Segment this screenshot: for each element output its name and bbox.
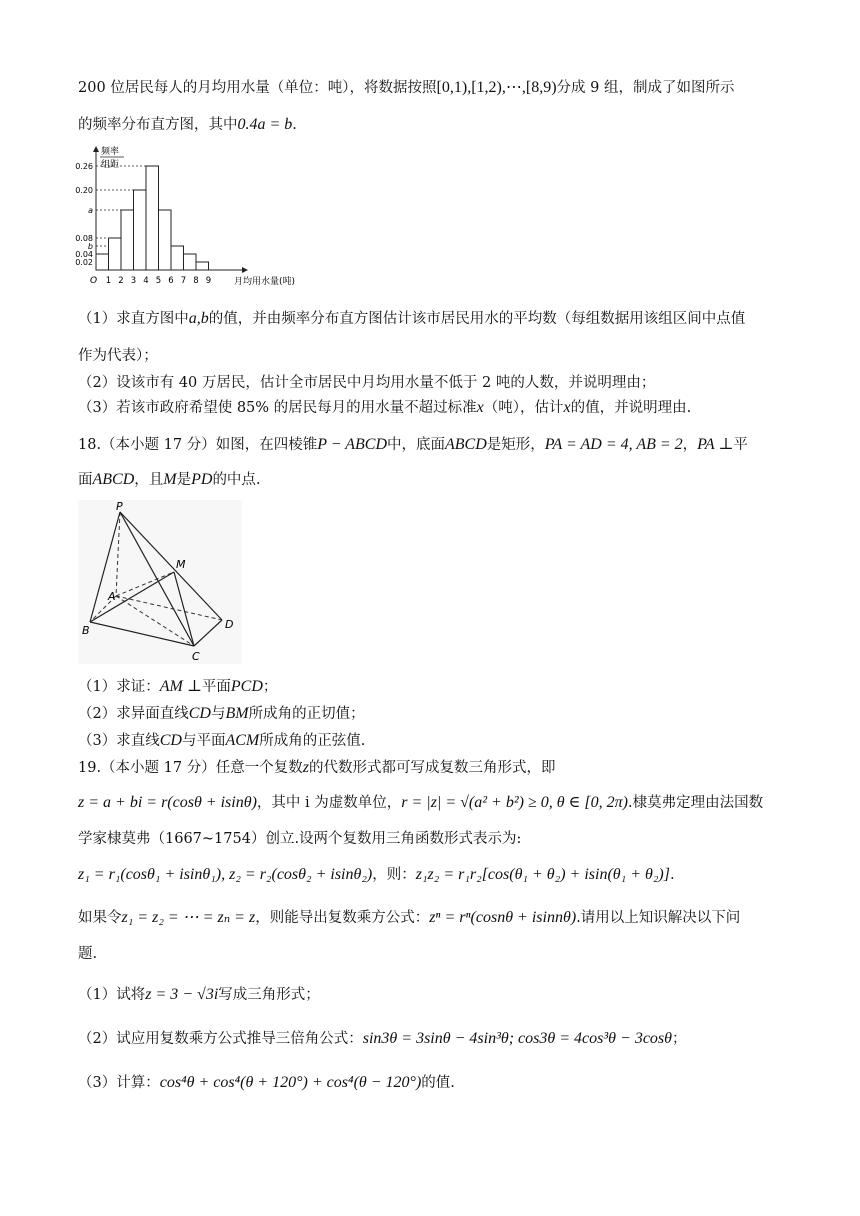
vertex-D-label: D (225, 618, 234, 631)
q19-line3 (78, 829, 521, 849)
histogram-bar (184, 254, 197, 270)
intro-line-2 (78, 115, 297, 135)
q19-line2 (78, 793, 763, 813)
q17-part1-line1 (78, 309, 745, 329)
q19-math: r = |z| = √(a² + b²) ≥ 0, θ ∈ [0, 2π) (401, 794, 628, 811)
y-tick-label: 0.02 (75, 258, 93, 267)
q19-text: 19.（本小题 17 分）任意一个复数 (78, 760, 303, 776)
q18-text: 与 (210, 706, 226, 722)
q19-text: 学家棣莫弗（1667~1754）创立.设两个复数用三角函数形式表示为: (78, 831, 522, 847)
relation-math: 0.4a = b (237, 116, 293, 133)
q18-text: 平面 (201, 679, 231, 695)
q19-part1 (78, 985, 320, 1005)
vertex-M-label: M (176, 558, 186, 571)
histogram-bar (146, 166, 159, 270)
figure-background (78, 500, 242, 664)
q19-line5 (78, 908, 740, 928)
vertex-A-label: A (108, 590, 116, 603)
q18-text: （2）求异面直线 (78, 706, 189, 722)
y-tick-label: 0.08 (75, 234, 93, 243)
y-tick-label: b (87, 242, 93, 251)
vertex-P-label: P (116, 500, 123, 513)
q17-text: （2）设该市有 40 万居民，估计全市居民中月均用水量不低于 2 吨的人数，并说明理由； (78, 375, 656, 391)
frequency-histogram (74, 142, 296, 290)
q17-text: （吨），估计 (483, 400, 564, 416)
q19-text: ； (672, 1031, 687, 1047)
q17-text: （3）若该市政府希望使 85% 的居民每月的用水量不超过标准 (78, 400, 477, 416)
q19-math: z₁z₂ = r₁r₂[cos(θ₁ + θ₂) + isin(θ₁ + θ₂)] (415, 866, 670, 883)
q18-text: 面 (78, 472, 93, 488)
histogram-bar (171, 246, 184, 270)
histogram-bar (134, 190, 147, 270)
histogram-bar (121, 210, 134, 270)
q17-vars: a,b (188, 310, 209, 327)
x-tick-label: 2 (118, 276, 124, 286)
vertex-B-label: B (82, 624, 90, 637)
x-tick-label: 8 (193, 276, 199, 286)
x-axis-label: 月均用水量(吨) (234, 277, 296, 287)
q18-text: 18.（本小题 17 分）如图，在四棱锥 (78, 437, 318, 453)
q18-part3 (78, 731, 365, 751)
q17-text: 的值，并说明理由. (570, 400, 692, 416)
q17-var-x: x (563, 399, 571, 416)
q19-text: 的值. (421, 1075, 455, 1091)
intro-text: 的频率分布直方图，其中 (78, 117, 238, 133)
vertex-C-label: C (192, 650, 200, 663)
q19-line6 (78, 944, 97, 964)
q17-part2 (78, 373, 655, 393)
x-tick-label: 3 (130, 276, 137, 286)
x-axis-arrow (242, 267, 248, 273)
x-tick-label: 7 (180, 276, 187, 286)
x-tick-label: 6 (168, 276, 174, 286)
q18-part2 (78, 704, 365, 724)
q18-head-line1 (78, 435, 748, 455)
y-axis-arrow (93, 146, 99, 152)
q18-math: AM ⊥ (159, 678, 202, 695)
q19-line4 (78, 865, 675, 885)
y-tick-label: 0.20 (75, 186, 93, 195)
origin-label: O (90, 276, 98, 286)
q17-text: （1）求直方图中 (78, 311, 189, 327)
q18-head-line2 (78, 470, 261, 490)
intro-text: . (292, 117, 297, 133)
q19-text: ，则： (372, 867, 416, 883)
y-label-top: 频率 (101, 147, 120, 157)
q19-text: 写成三角形式； (218, 987, 320, 1003)
x-tick-label: 5 (155, 276, 162, 286)
x-tick-labels (106, 276, 211, 286)
q19-math: z = a + bi = r(cosθ + isinθ) (78, 794, 257, 811)
q19-head-line1 (78, 758, 555, 778)
q18-m: M (163, 471, 177, 488)
y-label-bottom: 组距 (101, 160, 120, 170)
q19-text: （1）试将 (78, 987, 146, 1003)
q19-text: （2）试应用复数乘方公式推导三倍角公式： (78, 1031, 363, 1047)
q19-math: cos⁴θ + cos⁴(θ + 120°) + cos⁴(θ − 120°) (159, 1074, 422, 1091)
q18-pyramid-name: P − ABCD (317, 436, 387, 453)
histogram-bar (96, 254, 109, 270)
q18-text: 是 (176, 472, 192, 488)
q18-text: 的中点. (212, 472, 261, 488)
q19-z: z (302, 759, 309, 776)
q18-part1 (78, 677, 277, 697)
q18-text: 是矩形， (486, 437, 545, 453)
q19-part2 (78, 1029, 687, 1049)
y-tick-labels (75, 162, 93, 267)
y-tick-label: 0.04 (75, 250, 93, 259)
q19-math: z = 3 − √3i (145, 986, 219, 1003)
q18-text: ， (682, 437, 698, 453)
q18-math: CD (159, 732, 182, 749)
q18-pd: PD (191, 471, 213, 488)
q17-var-x: x (476, 399, 484, 416)
q19-text: .请用以上知识解决以下问 (576, 910, 741, 926)
q18-math: PCD (230, 678, 263, 695)
histogram-bars (96, 166, 209, 270)
q19-text: 如果令 (78, 910, 122, 926)
y-tick-label: 0.26 (75, 162, 93, 171)
q19-math: sin3θ = 3sinθ − 4sin³θ; cos3θ = 4cos³θ − 3cosθ (362, 1030, 672, 1047)
histogram-bar (196, 262, 209, 270)
q18-text: 平 (733, 437, 748, 453)
q18-text: （1）求证： (78, 679, 160, 695)
q18-text: ； (262, 679, 278, 695)
intro-text: 分成 9 组，制成了如图所示 (556, 80, 735, 96)
q18-perp: PA ⊥ (697, 436, 734, 453)
q18-plane: ABCD (92, 471, 135, 488)
x-tick-label: 1 (105, 276, 112, 286)
histogram-bar (109, 238, 122, 270)
intro-text: 200 位居民每人的月均用水量（单位：吨），将数据按照 (78, 80, 437, 96)
q19-text: 的代数形式都可写成复数三角形式，即 (308, 760, 556, 776)
y-tick-label: a (88, 206, 93, 215)
x-tick-label: 4 (143, 276, 149, 286)
q18-base: ABCD (445, 436, 487, 453)
x-tick-label: 9 (205, 276, 212, 286)
q18-text: ，且 (134, 472, 164, 488)
q18-equalities: PA = AD = 4, AB = 2 (544, 436, 683, 453)
q19-math: z₁ = r₁(cosθ₁ + isinθ₁), z₂ = r₂(cosθ₂ + isinθ₂) (78, 866, 373, 883)
pyramid-figure (78, 500, 242, 664)
q18-text: 所成角的正弦值. (259, 733, 366, 749)
histogram-bar (159, 210, 172, 270)
intervals-math: [0,1),[1,2),⋯,[8,9) (436, 79, 557, 96)
q19-math: z₁ = z₂ = ⋯ = zₙ = z (121, 909, 256, 926)
q18-text: （3）求直线 (78, 733, 160, 749)
q19-text: ，其中 i 为虚数单位， (256, 795, 402, 811)
q19-text: .棣莫弗定理由法国数 (628, 795, 764, 811)
q17-part1-line2 (78, 346, 158, 366)
intro-line-1 (78, 78, 734, 98)
q19-part3 (78, 1073, 455, 1093)
q18-text: 所成角的正切值； (248, 706, 365, 722)
q18-text: 中，底面 (387, 437, 445, 453)
q18-text: 与平面 (181, 733, 226, 749)
q19-math: zⁿ = rⁿ(cosnθ + isinnθ) (429, 909, 577, 926)
q18-math: ACM (225, 732, 260, 749)
q17-text: 的值，并由频率分布直方图估计该市居民用水的平均数（每组数据用该组区间中点值 (208, 311, 746, 327)
q17-part3 (78, 398, 691, 418)
q18-math: CD (188, 705, 211, 722)
q19-text: ，则能导出复数乘方公式： (255, 910, 430, 926)
q17-text: 作为代表）； (78, 348, 158, 364)
q19-text: （3）计算： (78, 1075, 160, 1091)
q18-math: BM (225, 705, 249, 722)
q19-text: . (669, 867, 675, 883)
q19-text: 题. (78, 946, 98, 962)
